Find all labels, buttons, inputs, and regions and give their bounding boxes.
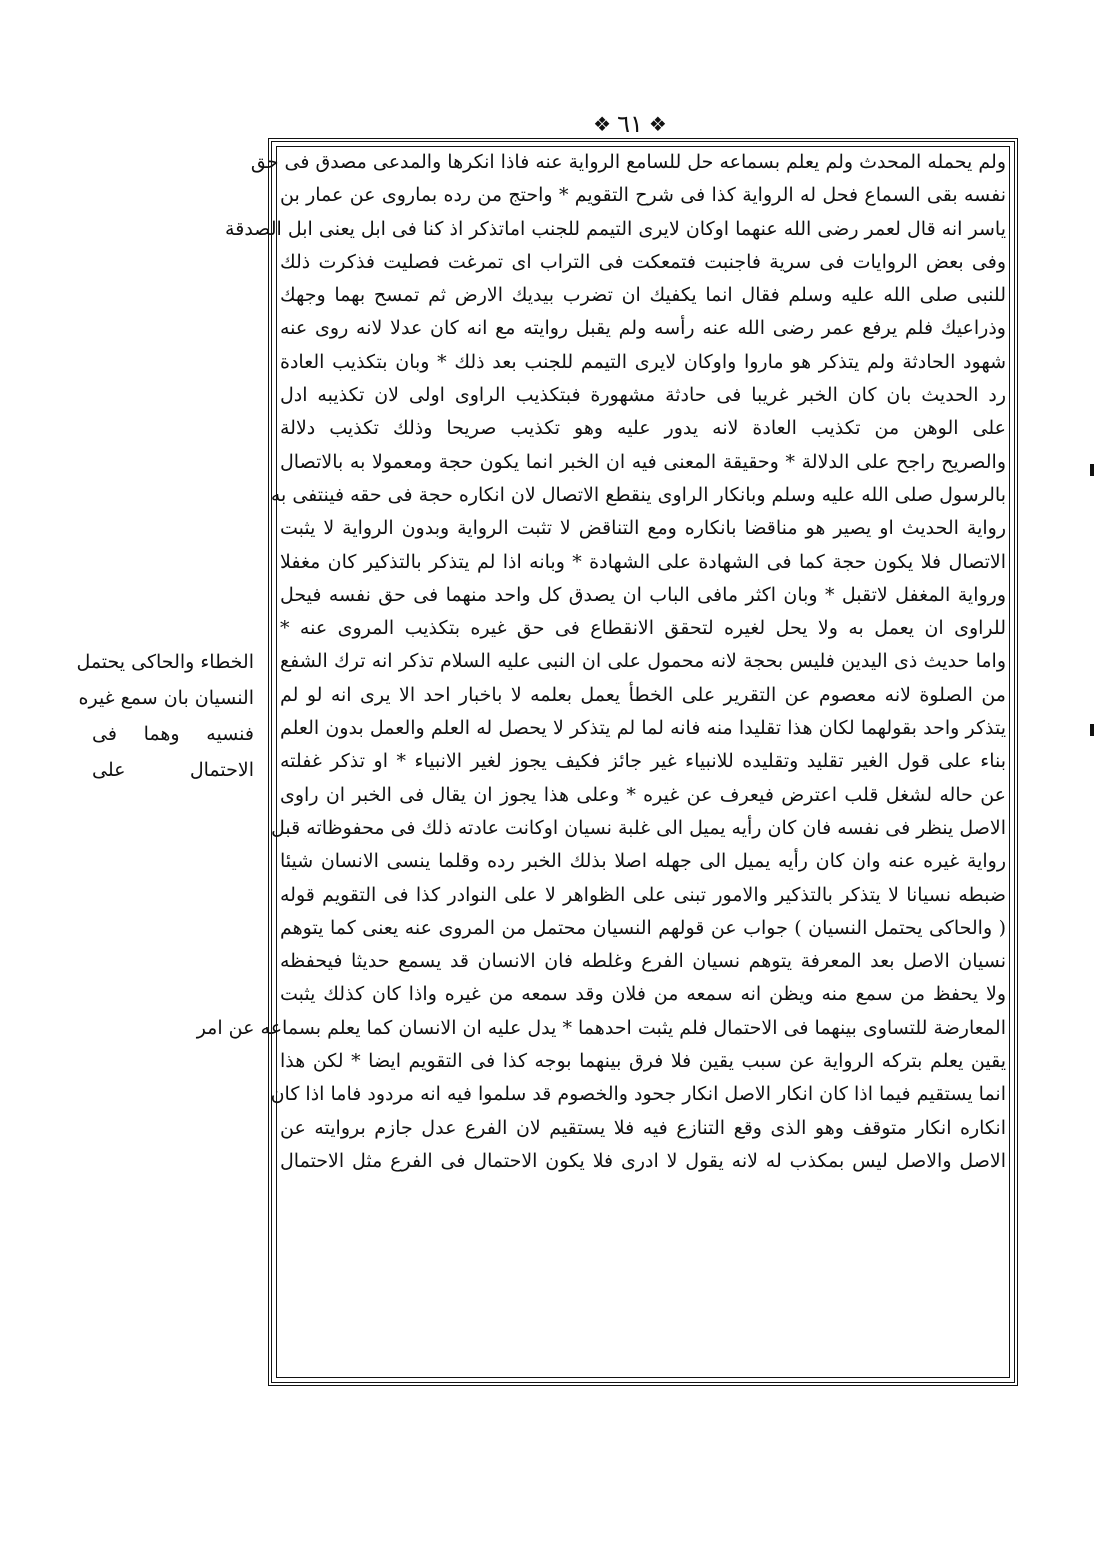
text-line: المعارضة للتساوى بينهما فى الاحتمال فلم يثبت احدهما * يدل عليه ان الانسان كما يعلم بسماعه عن امر [196,1016,1006,1039]
text-line: ولا يحفظ من سمع منه ويظن انه سمعه من فلان وقد سمعه من غيره واذا كان كذلك يثبت [280,983,1006,1006]
margin-note-line: الاحتمال على [92,759,254,781]
text-line: يتذكر واحد بقولهما لكان هذا تقليدا منه فانه لما لم يتذكر لا يحصل له العلم والعمل بدون العلم [280,717,1006,740]
page-number-text: ٦١ [617,110,643,138]
text-line: رد الحديث بان كان الخبر غريبا فى حادثة مشهورة فبتكذيب الراوى اولى لان تكذيبه ادل [280,384,1006,407]
margin-note-line: الخطاء والحاكى يحتمل [76,651,254,673]
text-line: للراوى ان يعمل به ولا يحل لغيره لتحقق الانقطاع فى حق غيره بتكذيب المروى عنه * [280,617,1006,640]
ornament-icon: ❖ [648,112,667,136]
text-line: نفسه بقى السماع فحل له الرواية كذا فى شرح التقويم * واحتج من رده بماروى عن عمار بن [280,184,1006,207]
text-line: بناء على قول الغير تقليد وتقليده للانبياء غير جائز فكيف يجوز لغير الانبياء * او تذكر غفلته [280,750,1006,773]
text-line: رواية الحديث او يصير هو مناقضا بانكاره ومع التناقض لا تثبت الرواية وبدون الرواية لا يثبت [280,517,1006,540]
text-line: رواية غيره عنه وان كان رأيه يميل الى جهله اصلا بذلك الخبر رده وقلما ينسى الانسان شيئا [280,850,1006,873]
text-line: والصريح راجح على الدلالة * وحقيقة المعنى فيه ان الخبر انما يكون حجة ومعمولا به بالاتصال [280,450,1006,473]
text-line: بالرسول صلى الله عليه وسلم وبانكار الراوى ينقطع الاتصال لان انكاره حجة فى حقه فينتفى به [270,483,1006,506]
text-line: انما يستقيم فيما اذا كان انكار الاصل انكار جحود والخصوم قد سلموا فيه انه مردود فاما اذا كان [270,1083,1006,1106]
text-line: الاصل ينظر فى نفسه فان كان رأيه يميل الى غلبة نسيان اوكانت عادته ذلك فى محفوظاته قبل [271,816,1006,839]
text-line: ياسر انه قال لعمر رضى الله عنهما اوكان لايرى التيمم للجنب اماتذكر اذ كنا فى ابل يعنى ابل الصدقة [225,217,1006,240]
margin-note-line: النسيان بان سمع غيره [78,687,254,709]
margin-note [76,644,254,788]
text-line: واما حديث ذى اليدين فليس بحجة لانه محمول على ان النبى عليه السلام تذكر انه ترك الشفع [280,650,1006,673]
text-line: الاتصال فلا يكون حجة كما فى الشهادة على الشهادة * وبانه اذا لم يتذكر بالتذكير كان مغفلا [280,550,1006,573]
text-line: من الصلوة لانه معصوم عن التقرير على الخطأ يعمل بعلمه لا باخبار احد الا يرى انه لو لم [280,683,1006,706]
text-line: ورواية المغفل لاتقبل * وبان اكثر مافى الباب ان يصدق كل واحد منهما فى حق نفسه فيحل [280,583,1006,606]
text-line: ( والحاكى يحتمل النسيان ) جواب عن قولهم النسيان محتمل من المروى عنه يعنى كما يتوهم [280,916,1006,939]
text-line: وذراعيك فلم يرفع عمر رضى الله عنه رأسه ولم يقبل روايته مع انه كان عدلا لانه روى عنه [280,317,1006,340]
edge-mark [1090,724,1094,736]
margin-note-line: فنسيه وهما فى [92,723,254,745]
text-line: نسيان الاصل بعد المعرفة يتوهم نسيان الفرع وغلطه فان الانسان قد يسمع حديثا فيحفظه [280,950,1006,973]
main-text-block [196,146,1006,1378]
edge-mark [1090,464,1094,476]
text-line: الاصل والاصل ليس بمكذب له لانه يقول لا ادرى فلا يكون الاحتمال فى الفرع مثل الاحتمال [280,1149,1006,1172]
text-line: على الوهن من تكذيب العادة لانه يدور عليه وهو تكذيب صريحا وذلك تكذيب دلالة [280,417,1006,440]
text-line: انكاره انكار متوقف وهو الذى وقع التنازع فيه فلا يستقيم لان الفرع عدل جازم بروايته عن [280,1116,1006,1139]
ornament-icon: ❖ [593,112,612,136]
text-line: للنبى صلى الله عليه وسلم فقال انما يكفيك ان تضرب بيديك الارض ثم تمسح بهما وجهك [280,284,1006,307]
text-line: عن حاله لشغل قلب اعترض فيعرف عن غيره * وعلى هذا يجوز ان يقال فى الخبر ان راوى [280,783,1006,806]
text-line: يقين يعلم بتركه الرواية عن سبب يقين فلا فرق بينهما بوجه كذا فى التقويم ايضا * لكن هذا [280,1050,1006,1073]
text-line: ضبطه نسيانا لا يتذكر بالتذكير والامور تبنى على الظواهر لا على النوادر كذا فى التقويم قوله [280,883,1006,906]
text-line: وفى بعض الروايات فى سرية فاجنبت فتمعكت فى التراب اى تمرغت فصليت فذكرت ذلك [280,250,1006,273]
text-line: ولم يحمله المحدث ولم يعلم بسماعه حل للسامع الرواية عنه فاذا انكرها والمدعى مصدق فى حق [250,151,1006,173]
text-line: شهود الحادثة ولم يتذكر هو ماروا واوكان لايرى التيمم للجنب بعد ذلك * وبان بتكذيب العادة [280,350,1006,373]
